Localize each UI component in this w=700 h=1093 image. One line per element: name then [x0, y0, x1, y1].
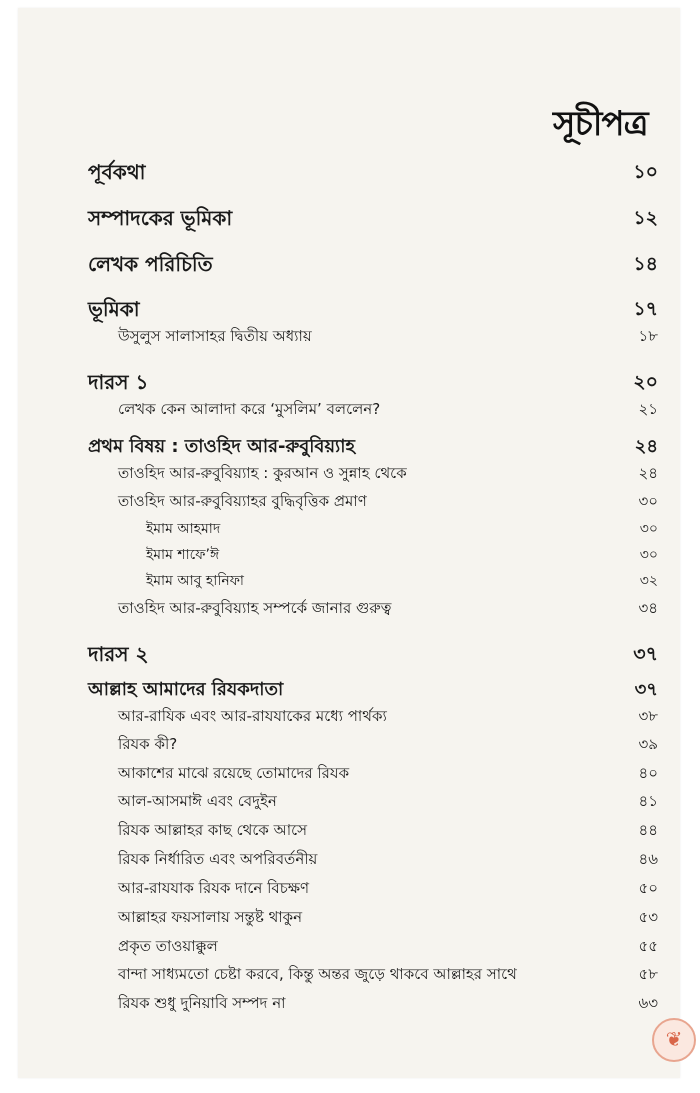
- toc-entry-title: ইমাম শাফে’ঈ: [146, 547, 220, 563]
- toc-entry-page: ৩২: [639, 573, 658, 589]
- toc-entry-title: উসুলুস সালাসাহর দ্বিতীয় অধ্যায়: [118, 327, 312, 345]
- toc-entry-title: আল্লাহ আমাদের রিযকদাতা: [88, 679, 284, 700]
- toc-entry-page: ৩৪: [638, 599, 658, 617]
- toc-entry-title: ইমাম আবু হানিফা: [146, 573, 244, 589]
- toc-entry-page: ১৮: [638, 327, 658, 345]
- toc-entry-page: ১৪: [633, 253, 658, 275]
- publisher-logo-icon: ❦: [652, 1018, 696, 1062]
- toc-entry-title: দারস ২: [88, 642, 149, 666]
- toc-entry-page: ৩৮: [638, 707, 658, 725]
- toc-entry-title: রিযক নির্ধারিত এবং অপরিবর্তনীয়: [118, 850, 318, 868]
- toc-entry-page: ২০: [633, 371, 658, 393]
- toc-entry-title: আকাশের মাঝে রয়েছে তোমাদের রিযক: [118, 764, 350, 782]
- toc-entry-page: ৩০: [638, 492, 658, 510]
- toc-entry-title: আল্লাহর ফয়সালায় সন্তুষ্ট থাকুন: [118, 908, 303, 926]
- toc-entry-title: পূর্বকথা: [88, 160, 146, 184]
- toc-entry-title: তাওহিদ আর-রুবুবিয়্যাহ : কুরআন ও সুন্নাহ থেকে: [118, 464, 407, 482]
- toc-entry-page: ৩৭: [634, 679, 658, 700]
- toc-entry-title: ইমাম আহমাদ: [146, 521, 221, 537]
- toc-entry-page: ৫০: [638, 879, 658, 897]
- toc-entry-page: ৬৩: [638, 994, 658, 1012]
- toc-entry-page: ৪৬: [638, 850, 658, 868]
- toc-entry-title: বান্দা সাধ্যমতো চেষ্টা করবে, কিন্তু অন্তর জুড়ে থাকবে আল্লাহর সাথে: [118, 965, 517, 983]
- toc-entry-page: ২১: [638, 400, 658, 418]
- toc-entry-page: ৩৭: [633, 643, 658, 665]
- toc-entry-title: প্রকৃত তাওয়াক্কুল: [118, 937, 218, 955]
- table-of-contents: [18, 8, 680, 1078]
- toc-entry-title: তাওহিদ আর-রুবুবিয়্যাহর বুদ্ধিবৃত্তিক প্রমাণ: [118, 492, 367, 510]
- toc-entry-page: ২৪: [634, 436, 658, 457]
- book-page: [18, 8, 683, 1078]
- toc-entry-title: আল-আসমাঈ এবং বেদুইন: [118, 792, 277, 810]
- toc-entry-title: ভূমিকা: [88, 297, 140, 321]
- toc-entry-page: ৫৩: [638, 908, 658, 926]
- toc-entry-title: প্রথম বিষয় : তাওহিদ আর-রুবুবিয়্যাহ: [88, 436, 355, 457]
- page-heading: সূচীপত্র: [553, 104, 648, 144]
- toc-entry-page: ৫৫: [638, 937, 658, 955]
- toc-entry-title: সম্পাদকের ভূমিকা: [88, 206, 233, 230]
- toc-entry-page: ১২: [633, 207, 658, 229]
- toc-entry-page: ৪০: [638, 764, 658, 782]
- toc-entry-page: ৩৯: [638, 735, 658, 753]
- toc-entry-title: আর-রাযিক এবং আর-রাযযাকের মধ্যে পার্থক্য: [118, 707, 387, 725]
- toc-entry-page: ৩০: [639, 547, 658, 563]
- toc-entry-title: রিযক শুধু দুনিয়াবি সম্পদ না: [118, 994, 286, 1012]
- toc-entry-page: ৪১: [638, 792, 658, 810]
- toc-entry-page: ৩০: [639, 521, 658, 537]
- toc-entry-title: লেখক কেন আলাদা করে ‘মুসলিম’ বললেন?: [118, 400, 381, 418]
- toc-entry-page: ৪৪: [638, 821, 658, 839]
- toc-entry-title: রিযক কী?: [118, 735, 178, 753]
- toc-entry-title: লেখক পরিচিতি: [88, 252, 213, 276]
- toc-entry-page: ৫৮: [638, 965, 658, 983]
- toc-entry-page: ১০: [633, 161, 658, 183]
- toc-entry-page: ১৭: [633, 298, 658, 320]
- toc-entry-page: ২৪: [638, 464, 658, 482]
- toc-entry-title: তাওহিদ আর-রুবুবিয়্যাহ সম্পর্কে জানার গুরুত্ব: [118, 599, 392, 617]
- toc-entry-title: রিযক আল্লাহর কাছ থেকে আসে: [118, 821, 308, 839]
- toc-entry-title: দারস ১: [88, 370, 149, 394]
- toc-entry-title: আর-রাযযাক রিযক দানে বিচক্ষণ: [118, 879, 310, 897]
